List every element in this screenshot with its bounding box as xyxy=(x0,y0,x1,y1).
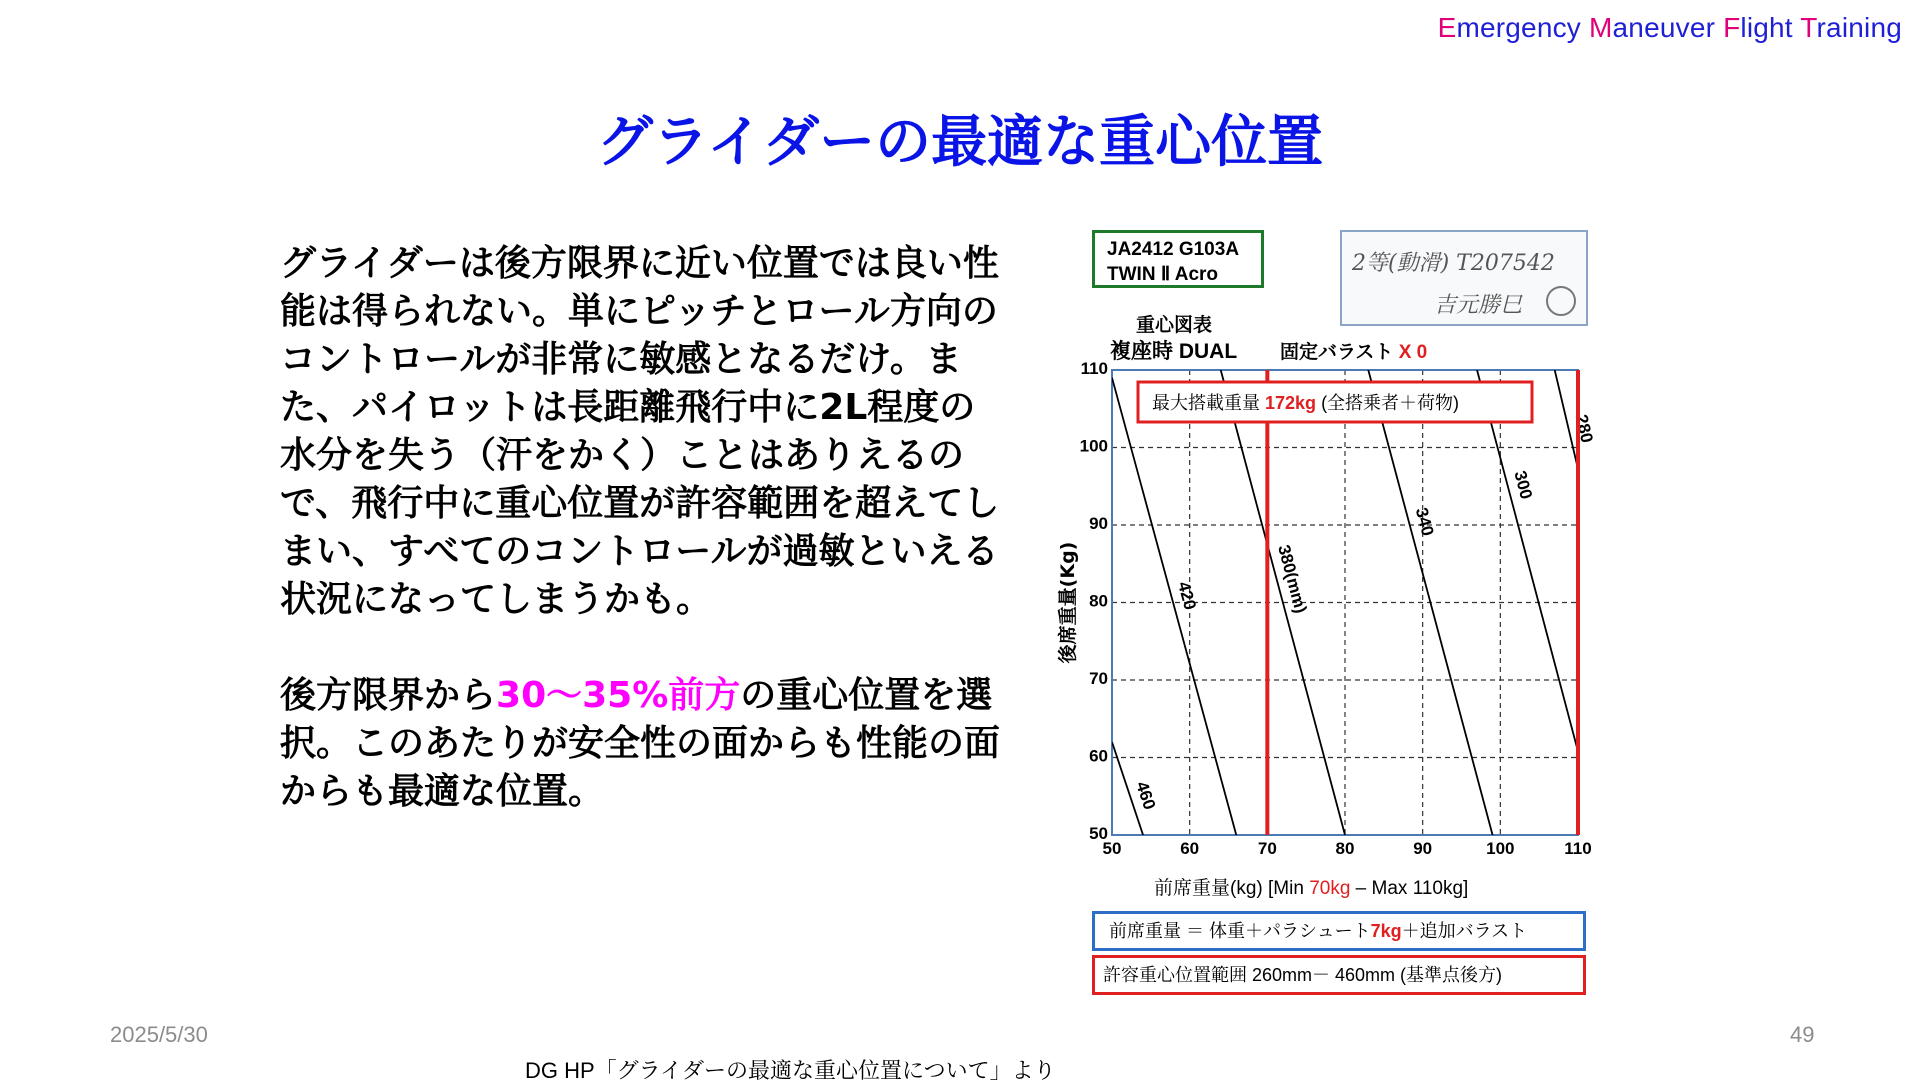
ballast-value: X 0 xyxy=(1398,342,1428,363)
cg-line-label: 380(mm) xyxy=(1274,542,1311,616)
y-tick-label: 110 xyxy=(1080,359,1108,378)
front-seat-note-tail: ＋追加バラスト xyxy=(1401,921,1528,941)
body-paragraph-1: グライダーは後方限界に近い位置では良い性能は得られない。単にピッチとロール方向のコントロールが非常に敏感となるだけ。また、パイロットは長距離飛行中に2L程度の水分を失う（汗をかく）ことはありえるので、飛行中に重心位置が許容範囲を超えてしまい、すべてのコントロールが過敏といえる状況になってしまうかも。 xyxy=(280,243,1000,620)
x-axis-title-suffix: – Max 110kg] xyxy=(1350,878,1469,899)
brand-title xyxy=(1438,12,1902,44)
x-tick-label: 80 xyxy=(1335,839,1355,858)
max-load-label: 最大搭載重量 xyxy=(1152,393,1266,413)
cg-range-note: 許容重心位置範囲 260mm－ 460mm (基準点後方) xyxy=(1092,955,1586,995)
mode-label: 複座時 DUAL xyxy=(1110,340,1238,363)
y-tick-label: 80 xyxy=(1089,591,1108,611)
stamp-license: 2等(動滑) T207542 xyxy=(1352,251,1555,276)
x-axis-min: 70kg xyxy=(1309,878,1351,899)
brand-cap-m: M xyxy=(1589,12,1613,43)
front-seat-note-text: 前席重量 ＝ 体重＋パラシュート xyxy=(1109,921,1371,941)
max-load-note: (全搭乗者＋荷物) xyxy=(1316,393,1460,413)
y-tick-label: 100 xyxy=(1079,436,1108,456)
x-tick-label: 110 xyxy=(1564,839,1592,858)
x-tick-label: 100 xyxy=(1486,839,1515,858)
y-tick-label: 50 xyxy=(1089,824,1108,843)
paragraph-2-highlight: 30～35%前方 xyxy=(496,675,741,716)
brand-word-t: raining xyxy=(1816,12,1902,43)
x-axis-title-prefix: 前席重量(kg) [Min xyxy=(1154,878,1310,899)
brand-word-e: mergency xyxy=(1456,12,1589,43)
aircraft-model: TWIN Ⅱ Acro xyxy=(1107,264,1219,285)
source-credit: DG HP「グライダーの最適な重心位置について」より xyxy=(525,1058,1056,1083)
aircraft-registration: JA2412 G103A xyxy=(1107,239,1240,260)
brand-cap-f: F xyxy=(1723,12,1741,43)
paragraph-2-lead: 後方限界から xyxy=(280,675,497,716)
seal-icon xyxy=(1546,286,1576,316)
cg-line-label: 460 xyxy=(1132,779,1160,813)
slide-title: グライダーの最適な重心位置 xyxy=(596,110,1324,175)
brand-word-f: light xyxy=(1740,12,1801,43)
y-tick-label: 60 xyxy=(1089,746,1108,766)
body-paragraph-2 xyxy=(280,672,1000,816)
cg-line xyxy=(1112,378,1236,835)
y-axis-title: 後席重量(Kg) xyxy=(1057,541,1079,664)
stamp-signature: 吉元勝巳 xyxy=(1434,293,1523,318)
cg-line-label: 340 xyxy=(1411,505,1438,538)
cg-plot xyxy=(1050,360,1610,870)
cg-line-label: 280 xyxy=(1571,412,1597,445)
max-load-value: 172kg xyxy=(1265,393,1317,413)
aircraft-id-box xyxy=(1092,230,1264,288)
x-tick-label: 50 xyxy=(1102,839,1122,858)
page-number: 49 xyxy=(1790,1022,1815,1047)
x-axis-title xyxy=(1154,873,1468,900)
ballast-text: 固定バラスト xyxy=(1280,342,1394,363)
x-tick-label: 70 xyxy=(1257,839,1277,858)
max-load-text xyxy=(1152,393,1459,413)
x-tick-label: 90 xyxy=(1413,839,1433,858)
brand-cap-t: T xyxy=(1800,12,1817,43)
brand-word-m: aneuver xyxy=(1612,12,1724,43)
y-tick-label: 70 xyxy=(1089,669,1108,688)
handwritten-stamp xyxy=(1340,230,1588,326)
y-tick-label: 90 xyxy=(1089,514,1108,533)
front-seat-note-value: 7kg xyxy=(1370,921,1402,941)
cg-line-label: 420 xyxy=(1174,579,1200,612)
front-seat-note xyxy=(1092,911,1586,951)
brand-cap-e: E xyxy=(1437,12,1457,43)
x-tick-label: 60 xyxy=(1180,839,1200,858)
chart-label: 重心図表 xyxy=(1136,315,1213,336)
cg-line-label: 300 xyxy=(1510,468,1536,502)
slide-date: 2025/5/30 xyxy=(110,1022,208,1047)
paragraph-2-tail: の重心位置を選択。このあたりが安全性の面からも性能の面からも最適な位置。 xyxy=(280,675,1001,812)
cg-chart xyxy=(1050,225,1610,1005)
